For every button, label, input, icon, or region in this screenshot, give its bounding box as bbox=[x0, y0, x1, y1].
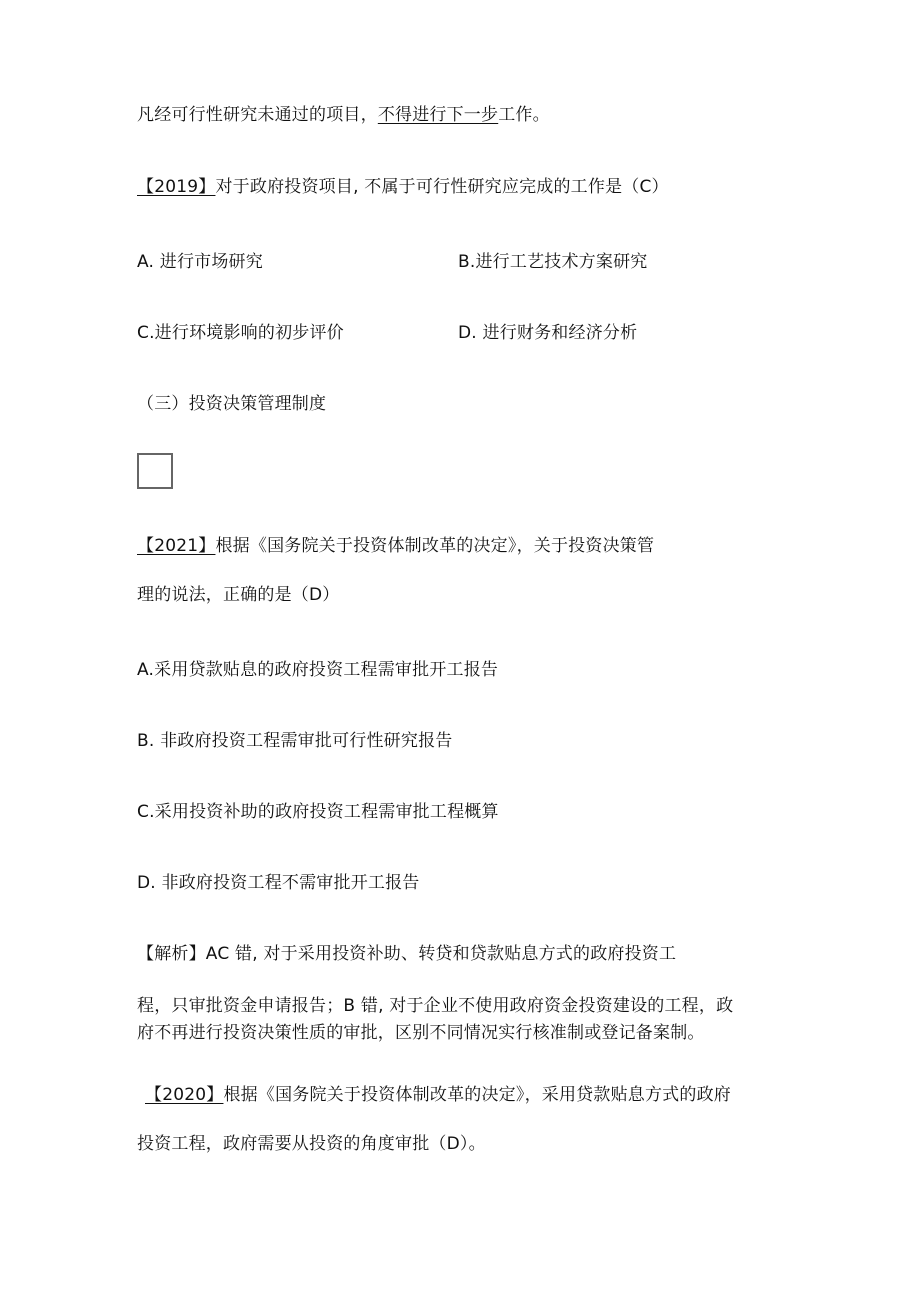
checkbox[interactable] bbox=[137, 453, 173, 489]
question-2021-text-line1: 根据《国务院关于投资体制改革的决定》，关于投资决策管 bbox=[215, 536, 655, 556]
intro-paragraph bbox=[137, 104, 550, 126]
question-2019-option-a: A. 进行市场研究 bbox=[137, 252, 263, 272]
section-heading: （三）投资决策管理制度 bbox=[137, 394, 327, 414]
question-2019-tag: 【2019】 bbox=[137, 177, 216, 197]
question-2019-text: 对于政府投资项目, 不属于可行性研究应完成的工作是（C） bbox=[215, 177, 669, 197]
question-2021-line1 bbox=[137, 535, 654, 557]
intro-text-post: 工作。 bbox=[498, 105, 550, 125]
analysis-line3: 府不再进行投资决策性质的审批，区别不同情况实行核准制或登记备案制。 bbox=[137, 1023, 705, 1043]
question-2020-text-line1: 根据《国务院关于投资体制改革的决定》，采用贷款贴息方式的政府 bbox=[223, 1085, 731, 1105]
question-2019 bbox=[137, 176, 669, 198]
intro-text-underlined: 不得进行下一步 bbox=[377, 105, 499, 125]
question-2019-option-c: C.进行环境影响的初步评价 bbox=[137, 323, 344, 343]
question-2019-option-b: B.进行工艺技术方案研究 bbox=[458, 252, 648, 272]
question-2021-text-line2: 理的说法，正确的是（D） bbox=[137, 585, 340, 605]
question-2021-tag: 【2021】 bbox=[137, 536, 216, 556]
question-2020-text-line2: 投资工程，政府需要从投资的角度审批（D）。 bbox=[137, 1134, 486, 1154]
analysis-line1: 【解析】AC 错, 对于采用投资补助、转贷和贷款贴息方式的政府投资工 bbox=[137, 944, 677, 964]
intro-text-pre: 凡经可行性研究未通过的项目， bbox=[137, 105, 378, 125]
question-2020-tag: 【2020】 bbox=[145, 1085, 224, 1105]
question-2019-option-d: D. 进行财务和经济分析 bbox=[458, 323, 638, 343]
analysis-line2: 程，只审批资金申请报告；B 错, 对于企业不使用政府资金投资建设的工程，政 bbox=[137, 996, 734, 1016]
question-2021-option-b: B. 非政府投资工程需审批可行性研究报告 bbox=[137, 731, 453, 751]
question-2021-option-d: D. 非政府投资工程不需审批开工报告 bbox=[137, 873, 420, 893]
question-2020-line1 bbox=[145, 1084, 731, 1106]
question-2021-option-c: C.采用投资补助的政府投资工程需审批工程概算 bbox=[137, 802, 499, 822]
question-2021-option-a: A.采用贷款贴息的政府投资工程需审批开工报告 bbox=[137, 660, 499, 680]
